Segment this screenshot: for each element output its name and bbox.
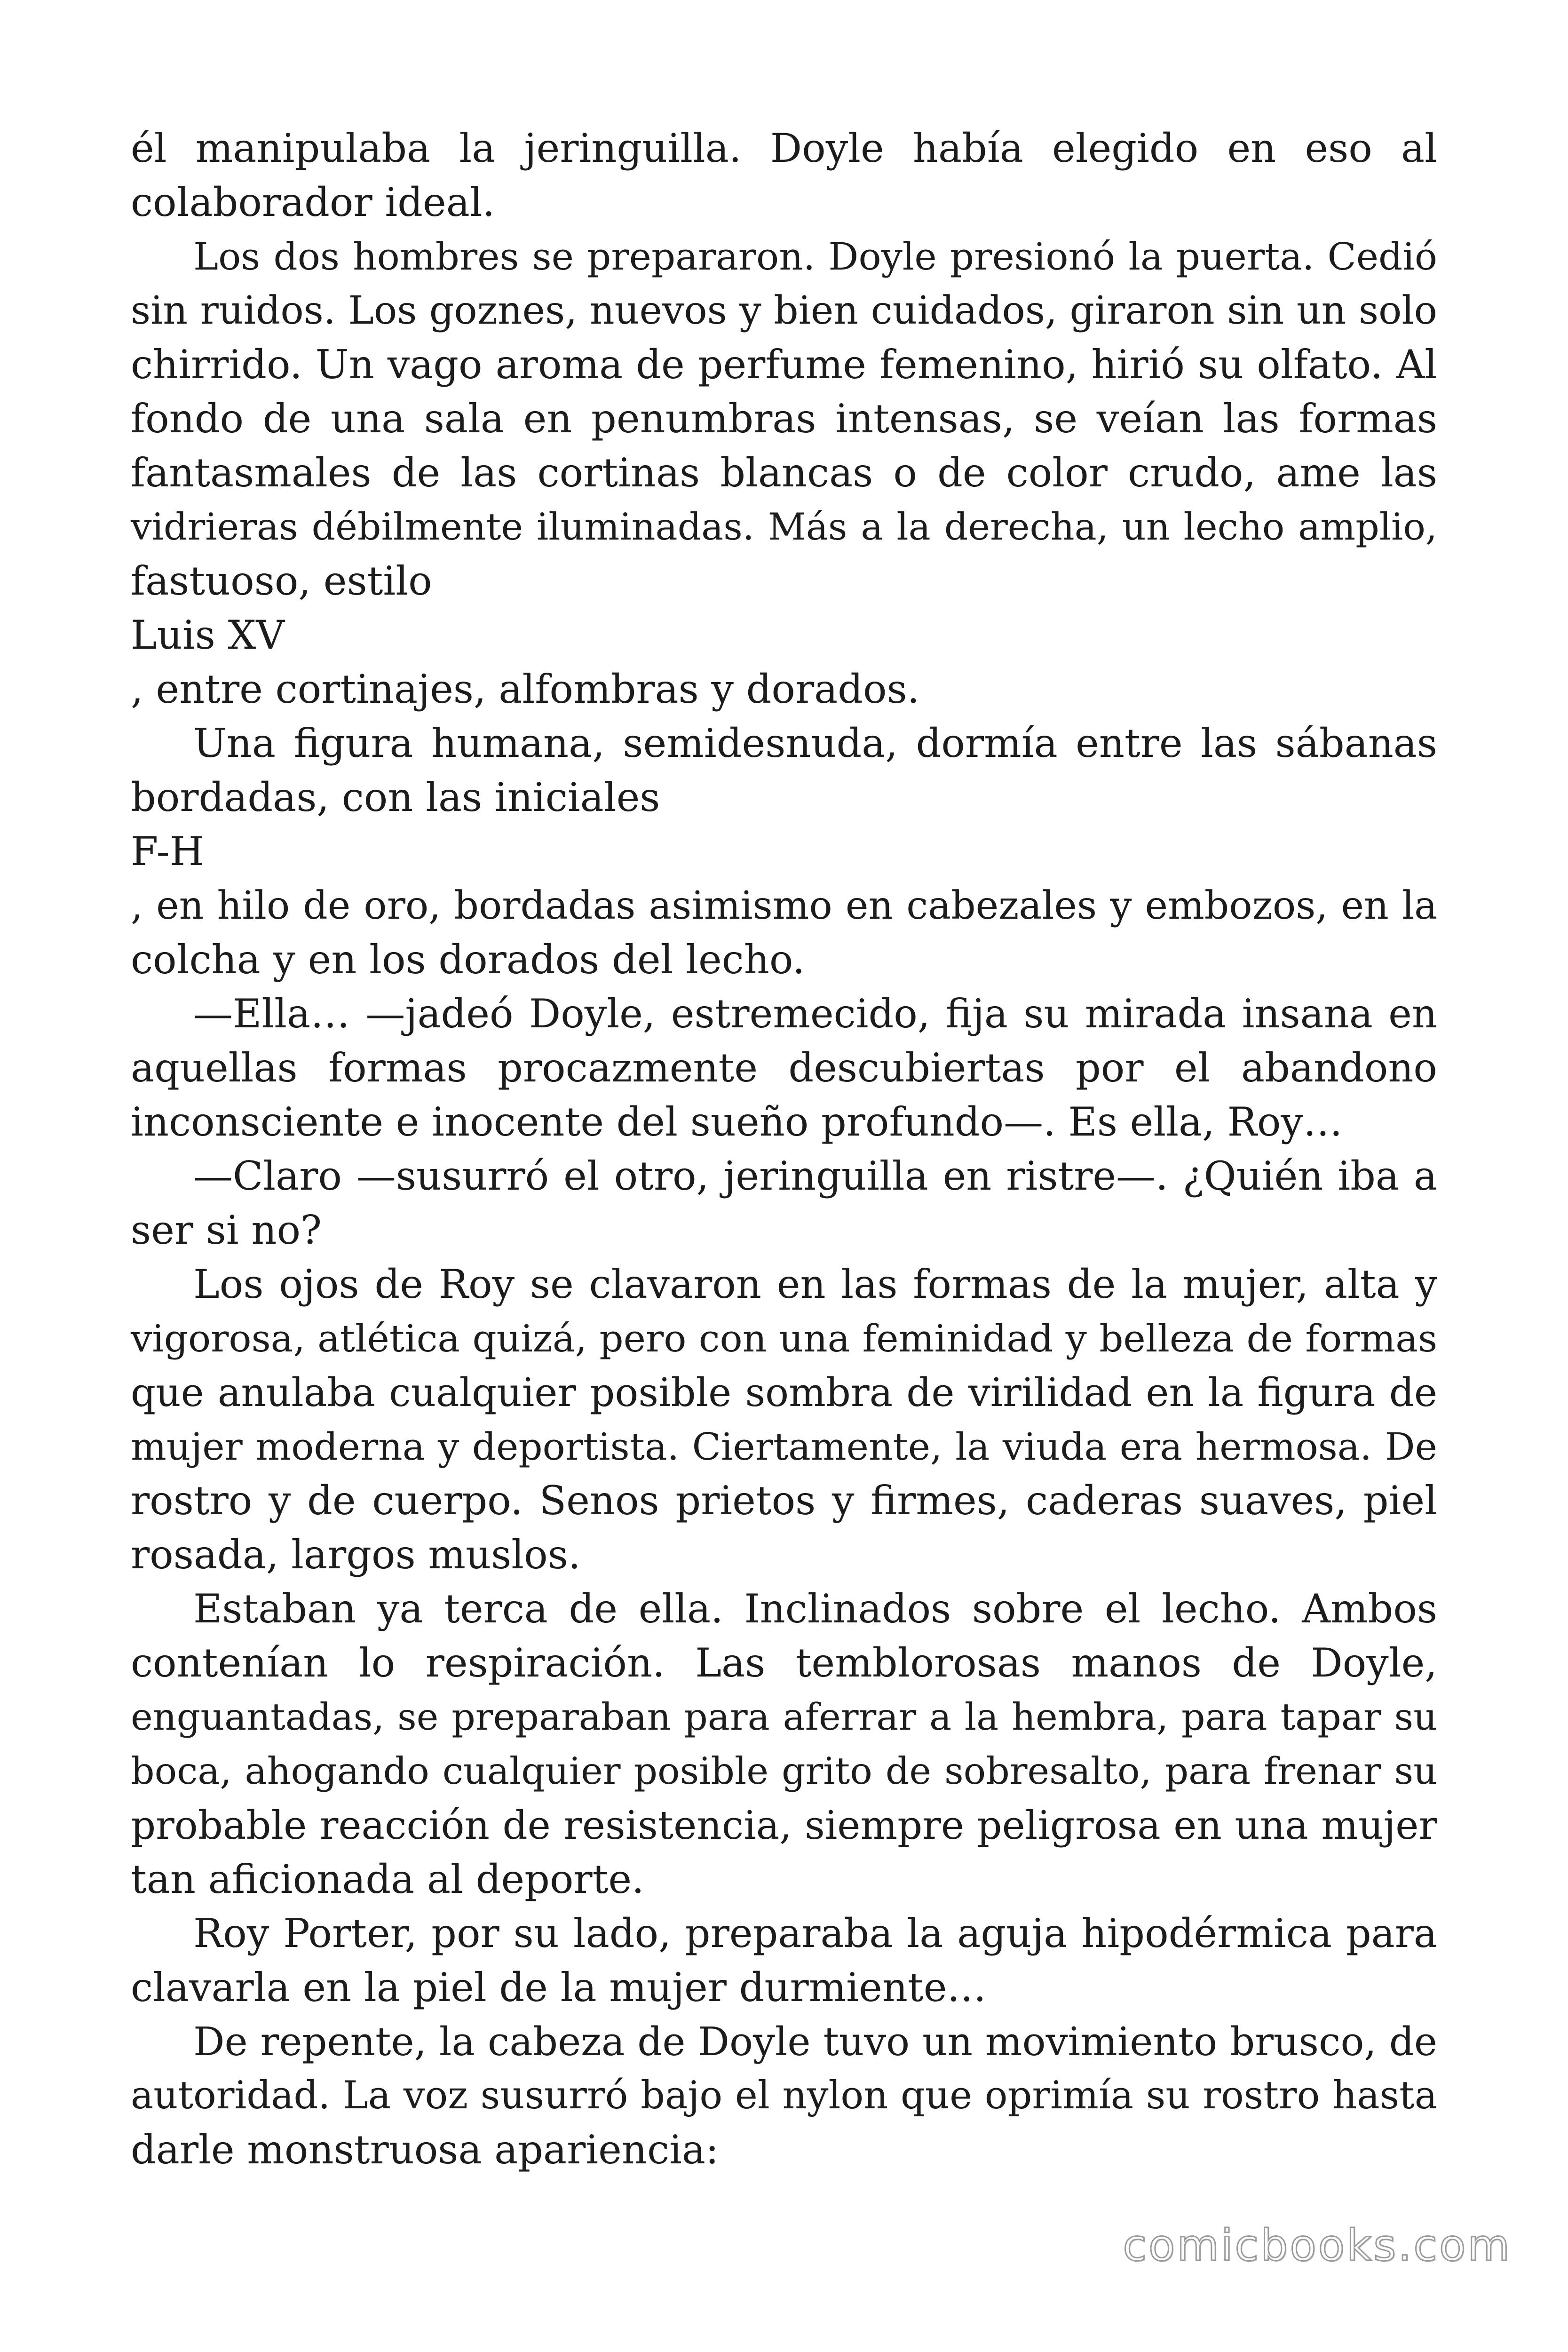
text-line: que anulaba cualquier posible sombra de virilidad en la figura de: [131, 1370, 1437, 1415]
text-line: vidrieras débilmente iluminadas. Más a la derecha, un lecho amplio,: [131, 505, 1437, 548]
text-line: Luis XV: [131, 612, 285, 658]
text-line: , en hilo de oro, bordadas asimismo en cabezales y embozos, en la: [131, 883, 1437, 928]
text-line: , entre cortinajes, alfombras y dorados.: [131, 666, 920, 712]
text-line: aquellas formas procazmente descubiertas por el abandono: [131, 1045, 1437, 1091]
text-line: inconsciente e inocente del sueño profundo—. Es ella, Roy…: [131, 1099, 1343, 1145]
text-line: vigorosa, atlética quizá, pero con una feminidad y belleza de formas: [131, 1317, 1437, 1360]
text-line: —Ella… —jadeó Doyle, estremecido, fija su mirada insana en: [193, 991, 1437, 1037]
text-line: Estaban ya terca de ella. Inclinados sobre el lecho. Ambos: [193, 1586, 1437, 1632]
text-line: rosada, largos muslos.: [131, 1532, 581, 1578]
text-line: Los dos hombres se prepararon. Doyle presionó la puerta. Cedió: [193, 235, 1437, 278]
text-line: ser si no?: [131, 1207, 322, 1253]
text-line: colaborador ideal.: [131, 179, 495, 225]
text-line: rostro y de cuerpo. Senos prietos y firmes, caderas suaves, piel: [131, 1478, 1437, 1524]
text-line: autoridad. La voz susurró bajo el nylon que oprimía su rostro hasta: [131, 2074, 1437, 2118]
text-line: Los ojos de Roy se clavaron en las formas de la mujer, alta y: [193, 1261, 1437, 1307]
text-line: fantasmales de las cortinas blancas o de color crudo, ame las: [131, 450, 1437, 496]
text-line: clavarla en la piel de la mujer durmiente…: [131, 1964, 987, 2010]
text-line: él manipulaba la jeringuilla. Doyle había elegido en eso al: [131, 125, 1437, 171]
text-line: contenían lo respiración. Las temblorosas manos de Doyle,: [131, 1640, 1437, 1686]
text-line: bordadas, con las iniciales: [131, 774, 660, 820]
watermark: comicbooks.com: [1123, 2220, 1512, 2271]
text-line: fondo de una sala en penumbras intensas, se veían las formas: [131, 396, 1437, 442]
page-text: [131, 121, 1437, 2177]
text-line: fastuoso, estilo: [131, 558, 432, 604]
text-line: mujer moderna y deportista. Ciertamente, la viuda era hermosa. De: [131, 1425, 1437, 1469]
text-line: probable reacción de resistencia, siempre peligrosa en una mujer: [131, 1803, 1437, 1848]
text-line: Una figura humana, semidesnuda, dormía entre las sábanas: [193, 720, 1437, 766]
text-line: chirrido. Un vago aroma de perfume femenino, hirió su olfato. Al: [131, 342, 1437, 388]
text-line: boca, ahogando cualquier posible grito de sobresalto, para frenar su: [131, 1749, 1437, 1793]
text-line: colcha y en los dorados del lecho.: [131, 937, 805, 983]
text-line: De repente, la cabeza de Doyle tuvo un movimiento brusco, de: [193, 2019, 1437, 2065]
text-line: darle monstruosa apariencia:: [131, 2127, 719, 2173]
text-line: Roy Porter, por su lado, preparaba la aguja hipodérmica para: [193, 1910, 1437, 1956]
text-line: tan aficionada al deporte.: [131, 1856, 644, 1902]
text-line: F-H: [131, 828, 205, 874]
text-line: —Claro —susurró el otro, jeringuilla en ristre—. ¿Quién iba a: [193, 1153, 1437, 1199]
text-line: enguantadas, se preparaban para aferrar a la hembra, para tapar su: [131, 1695, 1437, 1739]
text-line: sin ruidos. Los goznes, nuevos y bien cuidados, giraron sin un solo: [131, 288, 1437, 333]
